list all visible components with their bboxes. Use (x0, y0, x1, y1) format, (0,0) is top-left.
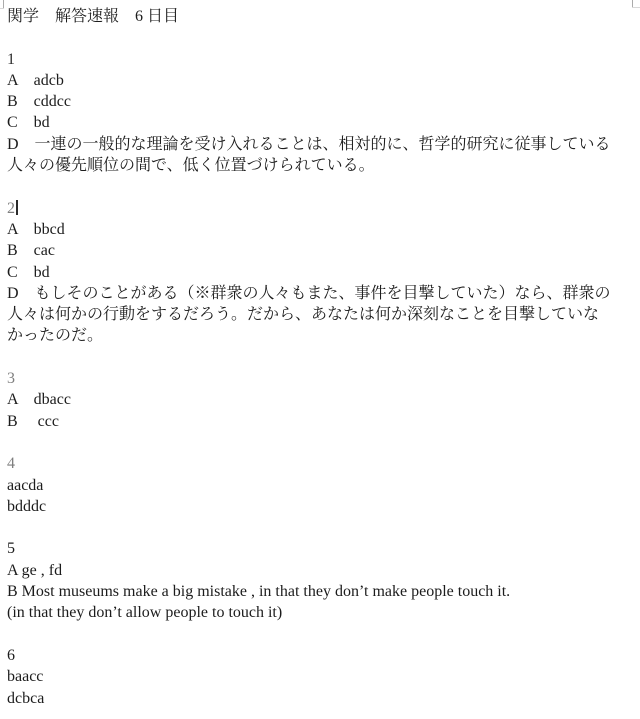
section-1-answer-a: A adcb (7, 71, 64, 89)
section-1-answer-d-line-2: 人々の優先順位の間で、低く位置づけられている。 (7, 157, 375, 175)
blank-line (7, 624, 640, 645)
section-6-answer-line-1: baacc (7, 668, 44, 686)
blank-line (7, 517, 640, 538)
section-4-answer-line-1: aacda (7, 476, 44, 494)
section-2-number (7, 198, 640, 219)
section-1-number: 1 (7, 50, 15, 68)
section-3-answer-a: A dbacc (7, 391, 71, 409)
section-4-number: 4 (7, 455, 15, 473)
section-6-number: 6 (7, 646, 15, 664)
document-title-line: 関学 解答速報 6 日目 (7, 8, 180, 25)
section-2-answer-d-line-1: D もしそのことがある（※群衆の人々もまた、事件を目撃していた）なら、群衆の (7, 284, 611, 302)
blank-line (7, 432, 640, 453)
section-1-answer-d-line-1: D 一連の一般的な理論を受け入れることは、相対的に、哲学的研究に従事している (7, 135, 611, 153)
section-2-answer-a: A bbcd (7, 220, 65, 238)
text-boundary-mark-top-right-horizontal (632, 7, 640, 8)
section-5-answer-a: A ge , fd (7, 561, 63, 579)
section-1-answer-b: B cddcc (7, 93, 71, 111)
section-5-number: 5 (7, 540, 15, 558)
section-2-number-text: 2 (7, 199, 15, 217)
text-cursor (16, 200, 18, 215)
section-3-answer-b: B ccc (7, 412, 59, 430)
section-5-answer-b-note: (in that they don’t allow people to touch it) (7, 604, 283, 622)
section-2-answer-b: B cac (7, 242, 55, 260)
section-2-answer-d-line-3: かったのだ。 (7, 327, 104, 345)
blank-line (7, 347, 640, 368)
text-boundary-mark-top-left-horizontal (0, 8, 4, 9)
text-boundary-mark-top-left-vertical (3, 0, 4, 8)
section-1-answer-c: C bd (7, 114, 50, 132)
text-boundary-mark-top-right-vertical (632, 0, 633, 7)
blank-line (7, 27, 640, 48)
section-2-answer-d-line-2: 人々は何かの行動をするだろう。だから、あなたは何か深刻なことを目撃していな (7, 306, 600, 324)
section-5-answer-b: B Most museums make a big mistake , in that they don’t make people touch it. (7, 583, 511, 601)
section-2-answer-c: C bd (7, 263, 50, 281)
section-6-answer-line-2: dcbca (7, 689, 45, 707)
section-4-answer-line-2: bdddc (7, 497, 47, 515)
section-3-number: 3 (7, 370, 15, 388)
blank-line (7, 176, 640, 197)
